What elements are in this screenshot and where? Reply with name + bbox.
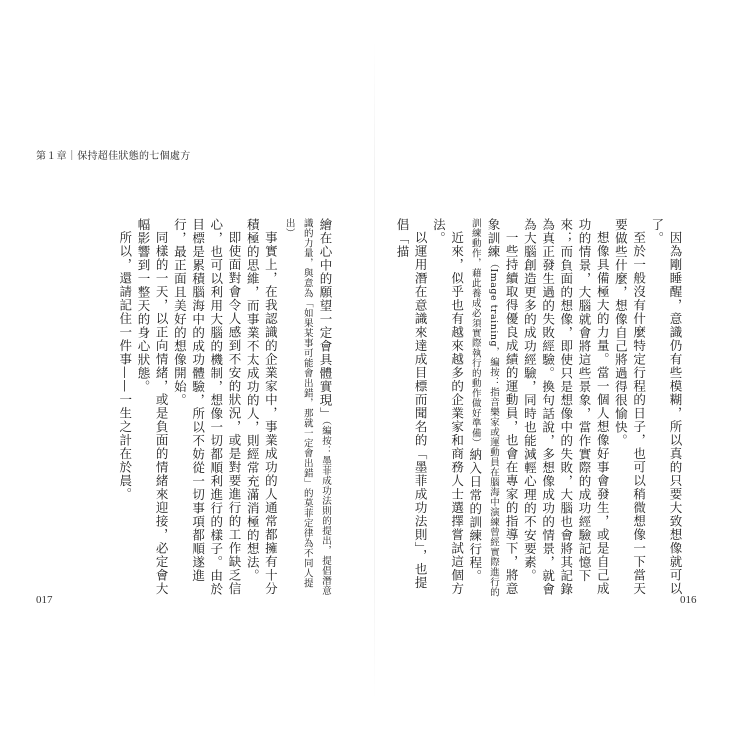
paragraph: 事實上，在我認識的企業家中，事業成功的人通常都擁有十分積極的思維，而事業不太成功的人，則經常充滿消極的想法。 [245, 218, 279, 595]
paragraph: 即使面對會令人感到不安的狀況，或是對要進行的工作缺乏信心，也可以利用大腦的機制，想像一切都順利進行的樣子。由於目標是累積腦海中的成功體驗，所以不妨從一切事項都順遂進行，最正面且美好的想像開始。 [172, 218, 242, 596]
paragraph: 繪在心中的願望一定會具體實現」（編按：墨菲成功法則的提出，提倡潛意識的力量，與意為「如果某事可能會出錯，那就一定會出錯」的莫菲定律為不同人提出） [283, 218, 333, 596]
paragraph: 同樣的一天，以正向情緒，或是負面的情緒來迎接，必定會大幅影響到一整天的身心狀態。 [135, 218, 170, 595]
right-page-body [394, 218, 684, 598]
paragraph: 以運用潛在意識來達成目標而聞名的「墨菲成功法則」，也提倡「描 [394, 218, 429, 589]
page-number-right: 016 [680, 594, 697, 606]
page-number-left: 017 [36, 594, 53, 606]
paragraph: 一些持續取得優良成績的運動員，也會在專家的指導下，將意象訓練（Image training，編按：指音樂家或運動員在腦海中演練曾經實際進行的訓練動作，藉此養成必須實際執行的動作做好準備）納入日常的訓練行程。 [467, 218, 520, 598]
page-gutter [374, 40, 375, 700]
paragraph: 想像具備極大的力量。當一個人想像好事會發生，或是自己成功的情景，大腦就會將這些景象，當作實際的成功經驗記憶下來；而負面的想像，即使只是想像中的失敗，大腦也會將其記錄為真正發生過的失敗經驗。換句話說，多想像成功的情景，就會為大腦創造更多的成功經驗，同時也能減輕心理的不安要素。 [522, 218, 611, 596]
left-page-body [80, 218, 334, 598]
editor-note: （Image training，編按：指音樂家或運動員在腦海中演練曾經實際進行的訓練動作，藉此養成必須實際執行的動作做好準備） [469, 218, 499, 598]
editor-note: （編按：墨菲成功法則的提出，提倡潛意識的力量，與意為「如果某事可能會出錯，那就一定會出錯」的莫菲定律為不同人提出） [283, 218, 331, 596]
paragraph: 至於一般沒有什麼特定行程的日子，也可以稍微想像一下當天要做些什麼，想像自己將過得很愉快。 [613, 218, 647, 595]
paragraph: 因為剛睡醒，意識仍有些模糊，所以真的只要大致想像就可以了。 [649, 218, 683, 595]
paragraph: 近來，似乎也有越來越多的企業家和商務人士選擇嘗試這個方法。 [431, 218, 465, 595]
running-head: 第１章｜保持超佳狀態的七個處方 [36, 151, 191, 162]
paragraph: 所以，還請記住一件事——一生之計在於晨。 [117, 230, 133, 501]
